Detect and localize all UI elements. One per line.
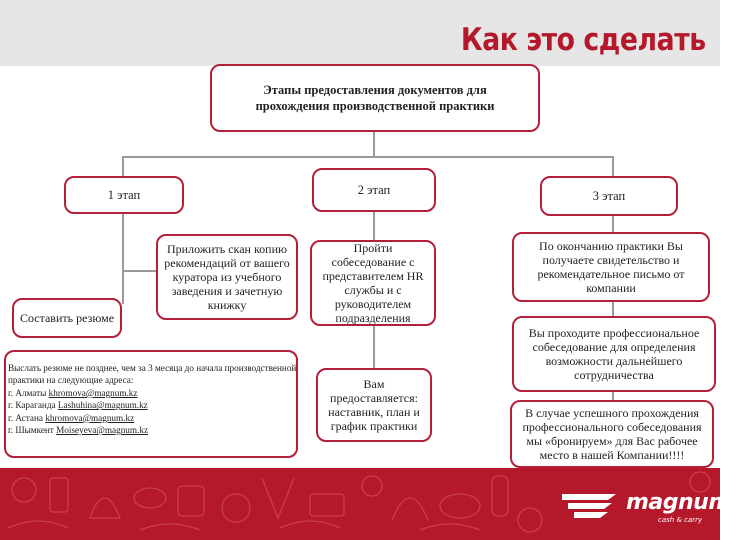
address-line [8,399,298,411]
interview-step-text: Пройти собеседование с представителем HR службы и с руководителем подразделения [322,241,424,325]
professional-interview-text: Вы проходите профессиональное собеседование для определения возможности дальнейшего сотрудничества [528,326,700,382]
address-block [8,362,298,436]
provided-step-text: Вам предоставляется: наставник, план и график практики [328,377,420,433]
logo-wordmark: magnum [626,490,731,515]
scan-step-box [156,234,298,320]
address-city: г. Шымкент [8,425,54,436]
connector-stage1 [122,156,124,178]
email-link[interactable]: Lashuhina@magnum.kz [57,400,148,411]
stage-2-box [312,168,436,212]
email-link[interactable]: khromova@magnum.kz [48,387,138,398]
certificate-step-box [512,232,710,302]
success-step-box [510,400,714,468]
stage-3-label: 3 этап [592,189,626,203]
resume-step-text: Составить резюме [19,311,115,325]
resume-step-box [12,298,122,338]
connector-stage1-branch [122,270,158,272]
address-city: г. Караганда [8,400,56,411]
professional-interview-box [512,316,716,392]
stage-2-label: 2 этап [357,183,391,197]
email-link[interactable]: Moiseyeva@magnum.kz [56,425,149,436]
magnum-logo-icon [558,488,624,522]
address-line [8,387,298,399]
connector-stage1-down [122,214,124,304]
address-city: г. Алматы [8,387,47,398]
stage-1-label: 1 этап [107,188,141,202]
interview-step-box [310,240,436,326]
address-intro: Выслать резюме не позднее, чем за 3 месяца до начала производственной практики на следующие адреса: [8,363,297,386]
connector-root-down [373,130,375,157]
provided-step-box [316,368,432,442]
connector-stage3 [612,156,614,178]
logo-subtitle: cash & carry [658,516,703,524]
connector-stage2-steps [373,324,375,370]
stage-1-box [64,176,184,214]
root-box [210,64,540,132]
page-title: Как это сделать [461,22,706,58]
connector-stage2-down [373,210,375,242]
scan-step-text: Приложить скан копию рекомендаций от вашего куратора из учебного заведения и зачетную книжку [164,242,290,312]
root-box-text: Этапы предоставления документов для прохождения производственной практики [255,83,495,113]
success-step-text: В случае успешного прохождения профессионального собеседования мы «бронируем» для Вас рабочее место в нашей Компании!!!! [522,406,702,462]
certificate-step-text: По окончанию практики Вы получаете свидетельство и рекомендательное письмо от компании [537,239,685,295]
address-line [8,412,298,424]
connector-horizontal [122,156,614,158]
address-city: г. Астана [8,412,44,423]
address-line [8,424,298,436]
stage-3-box [540,176,678,216]
email-link[interactable]: khromova@magnum.kz [45,412,135,423]
